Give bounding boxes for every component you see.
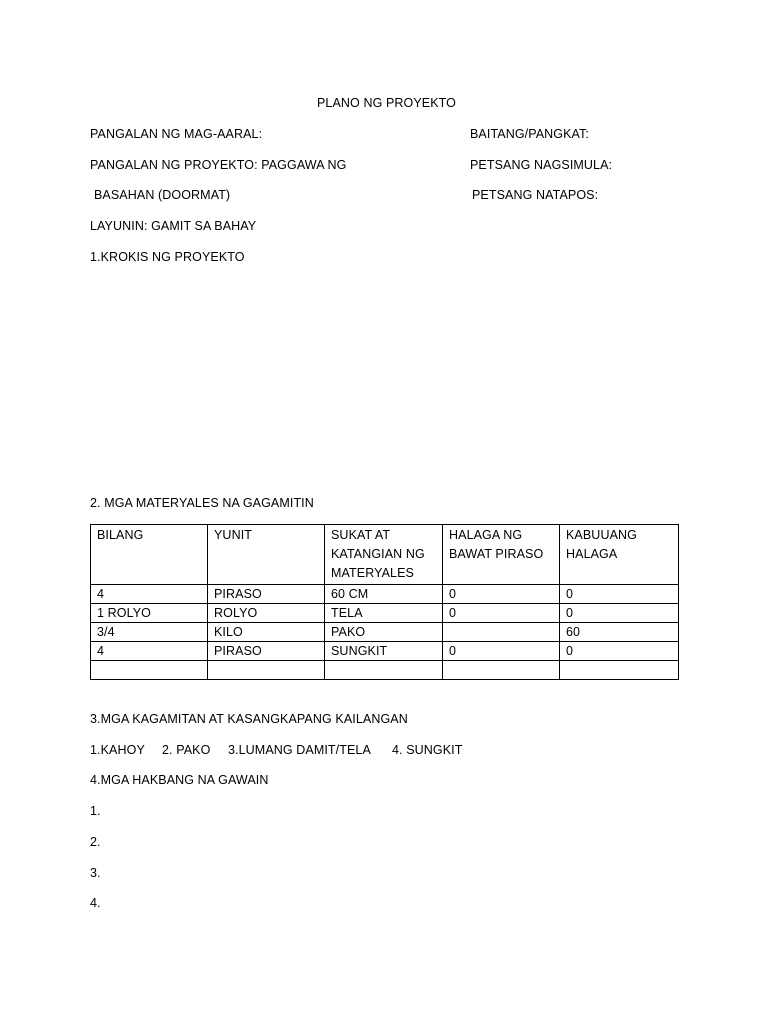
table-cell: 4: [91, 642, 208, 661]
table-header-cell: YUNIT: [208, 525, 325, 585]
objective-line: LAYUNIN: GAMIT SA BAHAY: [90, 219, 257, 233]
tools-heading: 3.MGA KAGAMITAN AT KASANGKAPANG KAILANGAN: [90, 712, 408, 726]
table-header-cell: BILANG: [91, 525, 208, 585]
table-row: [91, 585, 679, 604]
table-row: [91, 661, 679, 680]
tools-item: 2. PAKO: [162, 743, 211, 757]
table-header-cell: SUKAT AT KATANGIAN NG MATERYALES: [325, 525, 443, 585]
table-row: [91, 604, 679, 623]
materials-heading: 2. MGA MATERYALES NA GAGAMITIN: [90, 496, 314, 510]
tools-item: 1.KAHOY: [90, 743, 145, 757]
table-cell: 60 CM: [325, 585, 443, 604]
step-number: 1.: [90, 804, 101, 818]
table-cell: TELA: [325, 604, 443, 623]
table-cell: PAKO: [325, 623, 443, 642]
table-cell: [560, 661, 679, 680]
page-title: PLANO NG PROYEKTO: [317, 96, 457, 110]
tools-item: 3.LUMANG DAMIT/TELA: [228, 743, 371, 757]
table-cell: PIRASO: [208, 642, 325, 661]
table-cell: 0: [443, 642, 560, 661]
table-cell: 3/4: [91, 623, 208, 642]
date-started-label: PETSANG NAGSIMULA:: [470, 158, 613, 172]
table-row: [91, 623, 679, 642]
table-cell: 4: [91, 585, 208, 604]
table-cell: 0: [560, 604, 679, 623]
table-cell: [443, 661, 560, 680]
table-header-cell: KABUUANG HALAGA: [560, 525, 679, 585]
table-cell: ROLYO: [208, 604, 325, 623]
table-cell: [325, 661, 443, 680]
step-number: 2.: [90, 835, 101, 849]
table-cell: [443, 623, 560, 642]
steps-heading: 4.MGA HAKBANG NA GAWAIN: [90, 773, 269, 787]
step-number: 3.: [90, 866, 101, 880]
project-name-continuation: BASAHAN (DOORMAT): [94, 188, 231, 202]
materials-table: [90, 524, 679, 680]
table-cell: 60: [560, 623, 679, 642]
table-header-cell: HALAGA NG BAWAT PIRASO: [443, 525, 560, 585]
table-cell: [208, 661, 325, 680]
table-cell: PIRASO: [208, 585, 325, 604]
table-cell: 0: [443, 585, 560, 604]
sketch-heading: 1.KROKIS NG PROYEKTO: [90, 250, 245, 264]
table-cell: 0: [560, 642, 679, 661]
grade-section-label: BAITANG/PANGKAT:: [470, 127, 589, 141]
table-header-row: [91, 525, 679, 585]
table-row: [91, 642, 679, 661]
table-cell: 0: [560, 585, 679, 604]
date-finished-label: PETSANG NATAPOS:: [472, 188, 599, 202]
table-cell: KILO: [208, 623, 325, 642]
table-cell: 0: [443, 604, 560, 623]
project-name-label: PANGALAN NG PROYEKTO: PAGGAWA NG: [90, 158, 347, 172]
tools-item: 4. SUNGKIT: [392, 743, 463, 757]
table-cell: [91, 661, 208, 680]
step-number: 4.: [90, 896, 101, 910]
table-cell: 1 ROLYO: [91, 604, 208, 623]
student-name-label: PANGALAN NG MAG-AARAL:: [90, 127, 263, 141]
table-cell: SUNGKIT: [325, 642, 443, 661]
